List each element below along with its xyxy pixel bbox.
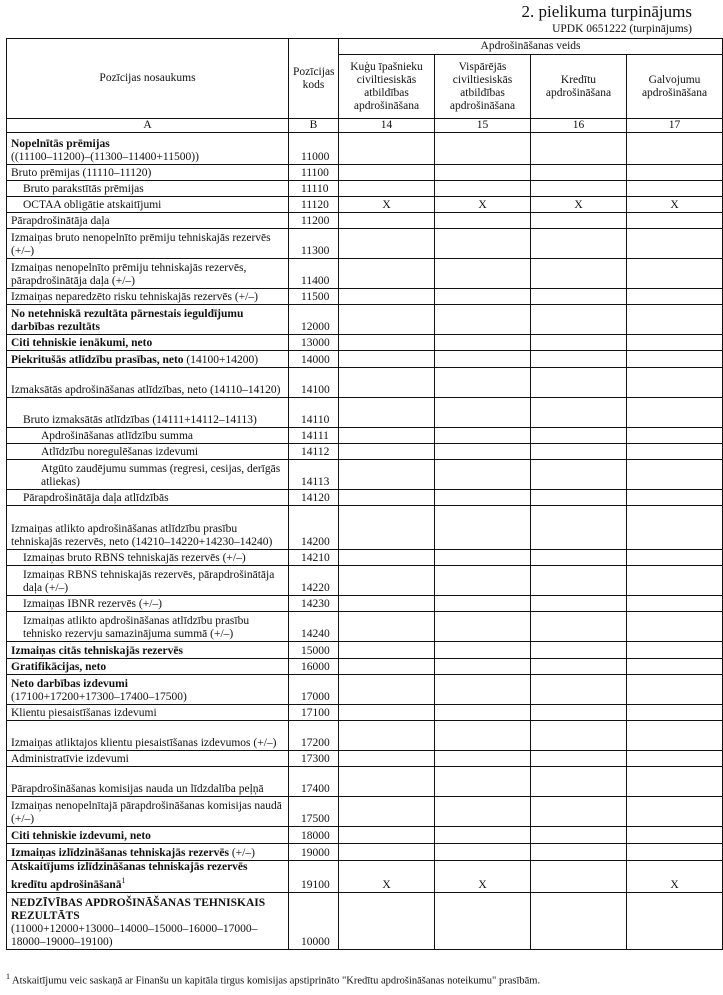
row-label	[7, 550, 289, 566]
table-row	[7, 827, 723, 844]
table-row	[7, 506, 723, 550]
row-code: 14100	[289, 368, 339, 398]
value-cell-col14	[339, 751, 435, 767]
row-label	[7, 844, 289, 861]
table-row	[7, 844, 723, 861]
row-label	[7, 289, 289, 305]
value-cell-col15: X	[435, 861, 531, 893]
value-cell-col14	[339, 165, 435, 181]
row-label-text: Citi tehniskie ienākumi, neto	[11, 337, 153, 349]
value-cell-col14	[339, 490, 435, 506]
value-cell-col16	[531, 827, 627, 844]
value-cell-col17	[627, 612, 723, 642]
value-cell-col15	[435, 444, 531, 460]
table-row	[7, 335, 723, 351]
row-label	[7, 368, 289, 398]
row-label-text: Bruto prēmijas (11110–11120)	[11, 167, 152, 179]
col-header-group: Apdrošināšanas veids	[339, 39, 723, 55]
row-label-text: Administratīvie izdevumi	[11, 753, 129, 765]
row-code: 19100	[289, 861, 339, 893]
row-label-text: Pārapdrošinātāja daļa atlīdzībās	[23, 492, 169, 504]
footnote-ref: 1	[121, 876, 126, 885]
table-row	[7, 181, 723, 197]
table-row	[7, 721, 723, 751]
value-cell-col17	[627, 259, 723, 289]
row-code: 11110	[289, 181, 339, 197]
table-row	[7, 705, 723, 721]
value-cell-col15	[435, 566, 531, 596]
row-label	[7, 506, 289, 550]
value-cell-col17	[627, 642, 723, 659]
value-cell-col16	[531, 181, 627, 197]
row-code: 17300	[289, 751, 339, 767]
row-code: 17000	[289, 675, 339, 705]
value-cell-col14	[339, 721, 435, 751]
table-row	[7, 596, 723, 612]
value-cell-col15	[435, 368, 531, 398]
value-cell-col16	[531, 305, 627, 335]
value-cell-col14	[339, 259, 435, 289]
row-label	[7, 751, 289, 767]
value-cell-col15	[435, 705, 531, 721]
row-label	[7, 165, 289, 181]
row-code: 11100	[289, 165, 339, 181]
row-label	[7, 596, 289, 612]
row-label-text: Izmaksātās apdrošināšanas atlīdzības, neto (14110–14120)	[11, 384, 281, 396]
row-code: 11000	[289, 133, 339, 165]
row-label-text: Atgūto zaudējumu summas (regresi, cesijas, derīgās atliekas)	[41, 463, 281, 488]
value-cell-col14	[339, 675, 435, 705]
row-code: 17400	[289, 767, 339, 797]
report-table	[6, 38, 723, 950]
value-cell-col17	[627, 596, 723, 612]
row-code: 17200	[289, 721, 339, 751]
value-cell-col14	[339, 642, 435, 659]
row-code: 18000	[289, 827, 339, 844]
row-label-text: Atlīdzību noregulēšanas izdevumi	[41, 446, 199, 458]
value-cell-col15	[435, 460, 531, 490]
row-label	[7, 181, 289, 197]
row-label-text: Izmaiņas izlīdzināšanas tehniskajās rezervēs	[11, 847, 229, 859]
value-cell-col16	[531, 368, 627, 398]
value-cell-col17	[627, 827, 723, 844]
value-cell-col17	[627, 675, 723, 705]
value-cell-col17	[627, 444, 723, 460]
value-cell-col14	[339, 844, 435, 861]
row-code: 14210	[289, 550, 339, 566]
value-cell-col17	[627, 767, 723, 797]
value-cell-col17	[627, 351, 723, 368]
col-number-16: 16	[531, 119, 627, 133]
value-cell-col17	[627, 550, 723, 566]
row-label	[7, 892, 289, 949]
footnote-text: Atskaitījumu veic saskaņā ar Finanšu un kapitāla tirgus komisijas apstiprināto "Kredītu apdrošināšanas noteikumu" prasībām.	[12, 975, 541, 987]
value-cell-col15	[435, 642, 531, 659]
value-cell-col16	[531, 751, 627, 767]
value-cell-col15	[435, 181, 531, 197]
table-row	[7, 861, 723, 893]
value-cell-col16	[531, 229, 627, 259]
row-code: 14220	[289, 566, 339, 596]
value-cell-col17	[627, 506, 723, 550]
row-label	[7, 398, 289, 428]
value-cell-col14	[339, 892, 435, 949]
value-cell-col14	[339, 444, 435, 460]
value-cell-col14	[339, 827, 435, 844]
value-cell-col16	[531, 289, 627, 305]
value-cell-col15	[435, 398, 531, 428]
value-cell-col16	[531, 133, 627, 165]
row-formula: (11000+12000+13000–14000–15000–16000–17000–18000–19000–19100)	[11, 922, 258, 948]
value-cell-col15	[435, 165, 531, 181]
value-cell-col17	[627, 844, 723, 861]
value-cell-col14	[339, 705, 435, 721]
col-number-17: 17	[627, 119, 723, 133]
row-formula: ((11100–11200)–(11300–11400+11500))	[11, 151, 199, 163]
value-cell-col14	[339, 335, 435, 351]
row-label-text: Izmaiņas bruto RBNS tehniskajās rezervēs (+/–)	[23, 552, 246, 564]
value-cell-col14	[339, 368, 435, 398]
value-cell-col16	[531, 675, 627, 705]
row-label-text: Izmaiņas nenopelnīto prēmiju tehniskajās rezervēs, pārapdrošinātāja daļa (+/–)	[11, 262, 247, 287]
row-label-text: Izmaiņas citās tehniskajās rezervēs	[11, 645, 183, 657]
value-cell-col17	[627, 229, 723, 259]
value-cell-col16	[531, 550, 627, 566]
table-row	[7, 351, 723, 368]
value-cell-col17	[627, 721, 723, 751]
value-cell-col15	[435, 892, 531, 949]
value-cell-col15	[435, 827, 531, 844]
table-row	[7, 229, 723, 259]
col-letter-b: B	[289, 119, 339, 133]
value-cell-col17: X	[627, 861, 723, 893]
row-code: 14110	[289, 398, 339, 428]
row-code: 14111	[289, 428, 339, 444]
row-code: 15000	[289, 642, 339, 659]
row-label	[7, 721, 289, 751]
row-label	[7, 305, 289, 335]
table-row	[7, 165, 723, 181]
value-cell-col17	[627, 490, 723, 506]
row-label	[7, 428, 289, 444]
row-label	[7, 566, 289, 596]
value-cell-col15	[435, 213, 531, 229]
row-label	[7, 705, 289, 721]
value-cell-col14: X	[339, 197, 435, 213]
value-cell-col16	[531, 398, 627, 428]
table-row	[7, 566, 723, 596]
value-cell-col17	[627, 181, 723, 197]
value-cell-col16: X	[531, 197, 627, 213]
value-cell-col16	[531, 844, 627, 861]
annex-title: 2. pielikuma turpinājums	[521, 2, 692, 21]
col-header-16: Kredītu apdrošināšana	[531, 55, 627, 119]
table-row	[7, 797, 723, 827]
value-cell-col17	[627, 566, 723, 596]
value-cell-col14	[339, 596, 435, 612]
table-row	[7, 460, 723, 490]
value-cell-col15	[435, 550, 531, 566]
row-formula: (17100+17200+17300–17400–17500)	[11, 691, 187, 703]
value-cell-col17	[627, 133, 723, 165]
row-label	[7, 460, 289, 490]
value-cell-col15	[435, 506, 531, 550]
row-code: 14200	[289, 506, 339, 550]
row-label-text: Izmaiņas neparedzēto risku tehniskajās rezervēs (+/–)	[11, 291, 258, 303]
value-cell-col14	[339, 213, 435, 229]
row-label	[7, 861, 289, 893]
row-label-text: Pārapdrošināšanas komisijas nauda un līdzdalība peļņā	[11, 783, 264, 795]
table-row	[7, 659, 723, 675]
row-code: 14240	[289, 612, 339, 642]
row-label-text: Bruto parakstītās prēmijas	[23, 183, 144, 195]
value-cell-col15	[435, 335, 531, 351]
row-label	[7, 133, 289, 165]
value-cell-col14	[339, 550, 435, 566]
row-label-text: Izmaiņas atlikto apdrošināšanas atlīdzību prasību tehnisko rezervju samazinājuma summā (+/–)	[23, 615, 250, 640]
row-label	[7, 213, 289, 229]
value-cell-col17	[627, 892, 723, 949]
value-cell-col16	[531, 460, 627, 490]
value-cell-col16	[531, 612, 627, 642]
value-cell-col16	[531, 642, 627, 659]
row-label-text: Gratifikācijas, neto	[11, 661, 107, 673]
value-cell-col15	[435, 797, 531, 827]
row-label-text: Atskaitījums izlīdzināšanas tehniskajās rezervēs kredītu apdrošināšanā	[11, 861, 248, 891]
value-cell-col16	[531, 659, 627, 675]
row-label-text: Izmaiņas atliktajos klientu piesaistīšanas izdevumos (+/–)	[11, 737, 277, 749]
value-cell-col14	[339, 460, 435, 490]
value-cell-col16	[531, 490, 627, 506]
value-cell-col15	[435, 675, 531, 705]
value-cell-col15	[435, 133, 531, 165]
value-cell-col16	[531, 596, 627, 612]
value-cell-col16	[531, 797, 627, 827]
value-cell-col14	[339, 229, 435, 259]
row-label	[7, 612, 289, 642]
value-cell-col17	[627, 705, 723, 721]
table-row	[7, 675, 723, 705]
row-label-text: Izmaiņas bruto nenopelnīto prēmiju tehniskajās rezervēs (+/–)	[11, 232, 271, 257]
value-cell-col16	[531, 506, 627, 550]
value-cell-col15	[435, 259, 531, 289]
value-cell-col17	[627, 659, 723, 675]
row-code: 19000	[289, 844, 339, 861]
row-formula: (14100+14200)	[183, 354, 259, 366]
value-cell-col16	[531, 351, 627, 368]
value-cell-col14	[339, 428, 435, 444]
table-row	[7, 490, 723, 506]
row-label-text: Neto darbības izdevumi	[11, 678, 128, 690]
table-row	[7, 612, 723, 642]
footnote	[6, 972, 540, 987]
value-cell-col15	[435, 305, 531, 335]
row-label	[7, 659, 289, 675]
value-cell-col16	[531, 861, 627, 893]
value-cell-col17	[627, 213, 723, 229]
value-cell-col15	[435, 229, 531, 259]
value-cell-col17	[627, 751, 723, 767]
value-cell-col16	[531, 428, 627, 444]
value-cell-col14: X	[339, 861, 435, 893]
table-body	[7, 133, 723, 950]
table-row	[7, 133, 723, 165]
value-cell-col16	[531, 444, 627, 460]
value-cell-col17	[627, 335, 723, 351]
value-cell-col14	[339, 398, 435, 428]
row-code: 11500	[289, 289, 339, 305]
table-row	[7, 197, 723, 213]
row-label-text: Bruto izmaksātās atlīdzības (14111+14112–14113)	[23, 414, 257, 426]
row-label	[7, 797, 289, 827]
value-cell-col15	[435, 844, 531, 861]
row-label-text: Izmaiņas RBNS tehniskajās rezervēs, pārapdrošinātāja daļa (+/–)	[23, 569, 275, 594]
row-code: 11400	[289, 259, 339, 289]
value-cell-col16	[531, 165, 627, 181]
value-cell-col14	[339, 133, 435, 165]
row-label	[7, 642, 289, 659]
value-cell-col14	[339, 612, 435, 642]
value-cell-col16	[531, 767, 627, 797]
value-cell-col15	[435, 751, 531, 767]
row-label-text: NEDZĪVĪBAS APDROŠINĀŠANAS TEHNISKAIS REZULTĀTS	[11, 896, 266, 922]
row-label-text: OCTAA obligātie atskaitījumi	[23, 199, 162, 211]
value-cell-col17	[627, 398, 723, 428]
row-label	[7, 444, 289, 460]
col-header-17: Galvojumu apdrošināšana	[627, 55, 723, 119]
row-label	[7, 351, 289, 368]
footnote-mark: 1	[6, 972, 10, 981]
value-cell-col14	[339, 797, 435, 827]
row-label	[7, 767, 289, 797]
table-row	[7, 428, 723, 444]
value-cell-col15	[435, 351, 531, 368]
row-code: 14230	[289, 596, 339, 612]
row-code: 14120	[289, 490, 339, 506]
table-row	[7, 444, 723, 460]
col-header-14: Kuģu īpašnieku civiltiesiskās atbildības apdrošināšana	[339, 55, 435, 119]
value-cell-col15	[435, 612, 531, 642]
row-label-text: Pārapdrošinātāja daļa	[11, 215, 110, 227]
value-cell-col14	[339, 506, 435, 550]
value-cell-col15	[435, 289, 531, 305]
table-row	[7, 892, 723, 949]
row-code: 14113	[289, 460, 339, 490]
col-letter-a: A	[7, 119, 289, 133]
value-cell-col14	[339, 767, 435, 797]
value-cell-col17	[627, 428, 723, 444]
row-label-text: Izmaiņas IBNR rezervēs (+/–)	[23, 598, 162, 610]
table-row	[7, 213, 723, 229]
value-cell-col16	[531, 721, 627, 751]
row-label	[7, 675, 289, 705]
row-code: 14000	[289, 351, 339, 368]
value-cell-col15	[435, 428, 531, 444]
value-cell-col16	[531, 213, 627, 229]
value-cell-col16	[531, 335, 627, 351]
col-number-14: 14	[339, 119, 435, 133]
value-cell-col15	[435, 596, 531, 612]
row-code: 17100	[289, 705, 339, 721]
value-cell-col17	[627, 289, 723, 305]
table-row	[7, 550, 723, 566]
value-cell-col16	[531, 259, 627, 289]
row-label	[7, 335, 289, 351]
value-cell-col15	[435, 659, 531, 675]
value-cell-col14	[339, 305, 435, 335]
row-label-text: Nopelnītās prēmijas	[11, 138, 110, 150]
value-cell-col14	[339, 181, 435, 197]
value-cell-col14	[339, 566, 435, 596]
row-code: 17500	[289, 797, 339, 827]
value-cell-col16	[531, 705, 627, 721]
table-row	[7, 767, 723, 797]
table-row	[7, 398, 723, 428]
row-formula: (+/–)	[228, 847, 255, 859]
row-label-text: Izmaiņas atlikto apdrošināšanas atlīdzību prasību tehniskajās rezervēs, neto (14210–14220+14230–14240)	[11, 523, 273, 548]
value-cell-col17	[627, 460, 723, 490]
row-code: 11120	[289, 197, 339, 213]
value-cell-col15	[435, 767, 531, 797]
row-label	[7, 197, 289, 213]
table-row	[7, 305, 723, 335]
value-cell-col17	[627, 797, 723, 827]
row-label	[7, 229, 289, 259]
row-label-text: Apdrošināšanas atlīdzību summa	[41, 430, 194, 442]
table-row	[7, 259, 723, 289]
table-row	[7, 642, 723, 659]
col-header-name: Pozīcijas nosaukums	[7, 39, 289, 119]
value-cell-col17	[627, 305, 723, 335]
value-cell-col17	[627, 368, 723, 398]
value-cell-col14	[339, 659, 435, 675]
col-number-15: 15	[435, 119, 531, 133]
col-header-code: Pozīcijas kods	[289, 39, 339, 119]
row-label-text: Piekritušās atlīdzību prasības, neto	[11, 354, 184, 366]
value-cell-col17	[627, 165, 723, 181]
row-label-text: No netehniskā rezultāta pārnestais ieguldījumu darbības rezultāts	[11, 308, 244, 333]
row-code: 12000	[289, 305, 339, 335]
col-header-15: Vispārējās civiltiesiskās atbildības apdrošināšana	[435, 55, 531, 119]
row-label	[7, 827, 289, 844]
value-cell-col16	[531, 892, 627, 949]
value-cell-col16	[531, 566, 627, 596]
table-row	[7, 751, 723, 767]
row-code: 13000	[289, 335, 339, 351]
row-code: 16000	[289, 659, 339, 675]
row-label-text: Izmaiņas nenopelnītajā pārapdrošināšanas komisijas naudā (+/–)	[11, 800, 282, 825]
row-code: 10000	[289, 892, 339, 949]
row-code: 11300	[289, 229, 339, 259]
row-code: 14112	[289, 444, 339, 460]
row-label-text: Citi tehniskie izdevumi, neto	[11, 830, 151, 842]
value-cell-col15	[435, 490, 531, 506]
value-cell-col14	[339, 289, 435, 305]
table-row	[7, 368, 723, 398]
row-code: 11200	[289, 213, 339, 229]
form-code: UPDK 0651222 (turpinājums)	[552, 23, 692, 35]
row-label-text: Klientu piesaistīšanas izdevumi	[11, 707, 157, 719]
value-cell-col15: X	[435, 197, 531, 213]
value-cell-col17: X	[627, 197, 723, 213]
row-label	[7, 259, 289, 289]
row-label	[7, 490, 289, 506]
table-row	[7, 289, 723, 305]
value-cell-col15	[435, 721, 531, 751]
value-cell-col14	[339, 351, 435, 368]
